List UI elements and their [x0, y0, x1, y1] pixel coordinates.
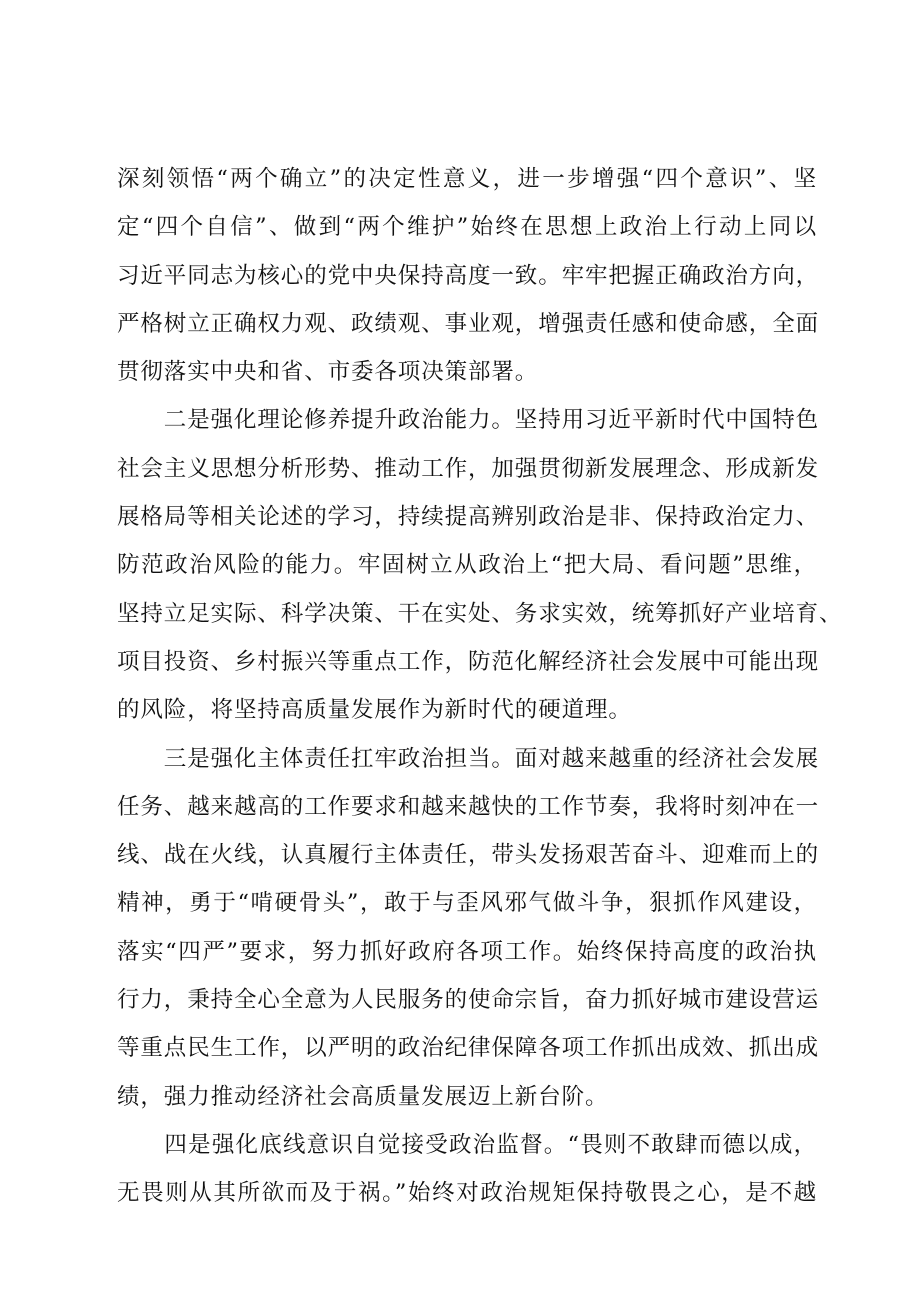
- paragraph-3: [117, 735, 820, 1121]
- paragraph-line: 任务、越来越高的工作要求和越来越快的工作节奏，我将时刻冲在一: [117, 793, 820, 820]
- paragraph-line: 贯彻落实中央和省、市委各项决策部署。: [117, 359, 539, 386]
- paragraph-line: 二是强化理论修养提升政治能力。坚持用习近平新时代中国特色: [117, 407, 820, 434]
- paragraph-2: [117, 396, 843, 734]
- paragraph-line: 深刻领悟“两个确立”的决定性意义，进一步增强“四个意识”、坚: [117, 166, 817, 192]
- paragraph-line: 展格局等相关论述的学习，持续提高辨别政治是非、保持政治定力、: [117, 504, 820, 531]
- paragraph-line: 定“四个自信”、做到“两个维护”始终在思想上政治上行动上同以: [117, 214, 817, 241]
- paragraph-line: 四是强化底线意识自觉接受政治监督。“畏则不敢肆而德以成，: [117, 1131, 817, 1158]
- paragraph-line: 项目投资、乡村振兴等重点工作，防范化解经济社会发展中可能出现: [117, 648, 820, 675]
- paragraph-line: 线、战在火线，认真履行主体责任，带头发扬艰苦奋斗、迎难而上的: [117, 842, 820, 869]
- paragraph-line: 三是强化主体责任扛牢政治担当。面对越来越重的经济社会发展: [117, 745, 820, 772]
- paragraph-line: 社会主义思想分析形势、推动工作，加强贯彻新发展理念、形成新发: [117, 455, 820, 482]
- paragraph-line: 行力，秉持全心全意为人民服务的使命宗旨，奋力抓好城市建设营运: [117, 987, 820, 1014]
- paragraph-line: 等重点民生工作，以严明的政治纪律保障各项工作抓出成效、抓出成: [117, 1035, 820, 1062]
- document-body: [117, 155, 843, 1218]
- paragraph-line: 习近平同志为核心的党中央保持高度一致。牢牢把握正确政治方向，: [117, 262, 820, 289]
- paragraph-4: [117, 1121, 817, 1218]
- paragraph-line: 严格树立正确权力观、政绩观、事业观，增强责任感和使命感，全面: [117, 310, 820, 337]
- paragraph-1: [117, 155, 820, 396]
- paragraph-line: 防范政治风险的能力。牢固树立从政治上“把大局、看问题”思维，: [117, 552, 817, 579]
- paragraph-line: 绩，强力推动经济社会高质量发展迈上新台阶。: [117, 1083, 609, 1110]
- paragraph-line: 无畏则从其所欲而及于祸。”始终对政治规矩保持敬畏之心，是不越: [117, 1180, 817, 1207]
- paragraph-line: 落实“四严”要求，努力抓好政府各项工作。始终保持高度的政治执: [117, 938, 817, 965]
- paragraph-line: 的风险，将坚持高质量发展作为新时代的硬道理。: [117, 697, 632, 724]
- paragraph-line: 坚持立足实际、科学决策、干在实处、务求实效，统筹抓好产业培育、: [117, 600, 843, 627]
- paragraph-line: 精神，勇于“啃硬骨头”，敢于与歪风邪气做斗争，狠抓作风建设，: [117, 890, 817, 917]
